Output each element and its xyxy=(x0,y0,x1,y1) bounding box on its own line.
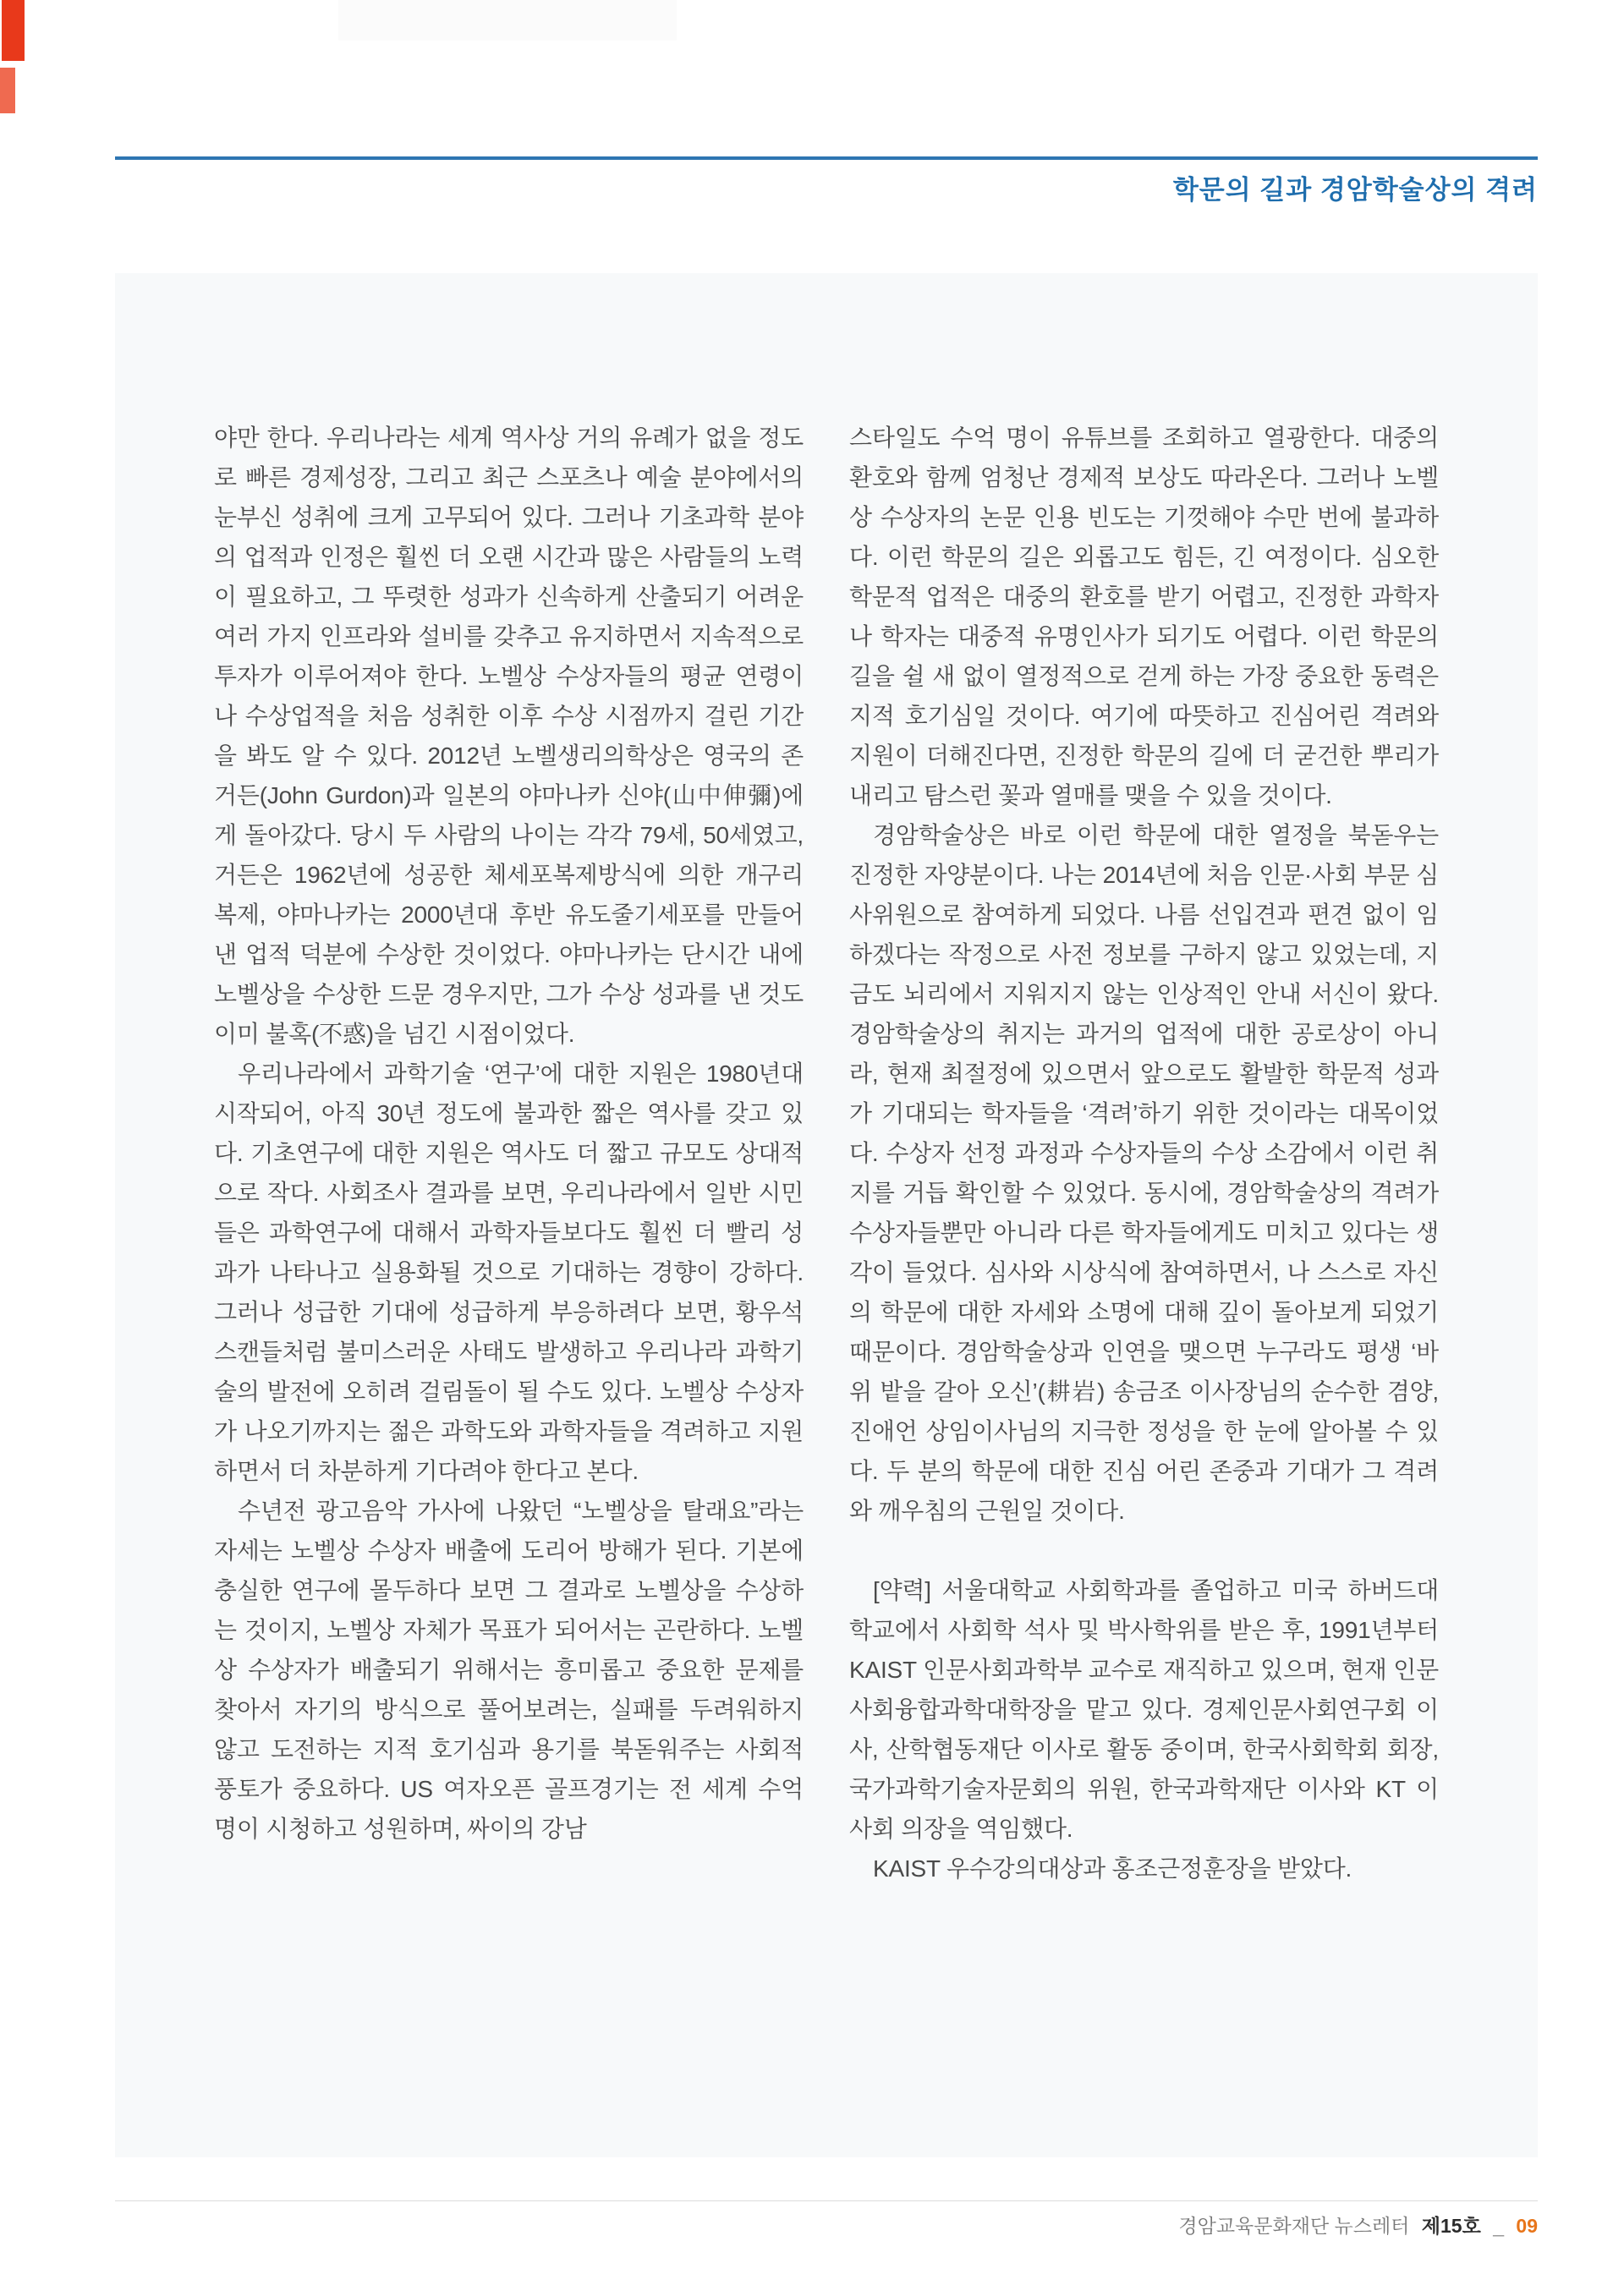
header-rule xyxy=(115,156,1538,160)
article-panel xyxy=(115,273,1538,2157)
page-title: 학문의 길과 경암학술상의 격려 xyxy=(1172,175,1538,205)
bio-paragraph: [약력] 서울대학교 사회학과를 졸업하고 미국 하버드대학교에서 사회학 석사 및 박사학위를 받은 후, 1991년부터 KAIST 인문사회과학부 교수로 재직하고 있으며, 현재 인문사회융합과학대학장을 맡고 있다. 경제인문사회연구회 이사, 산학협동재단 이사로 활동 중이며, 한국사회학회 회장, 국가과학기술자문회의 위원, 한국과학재단 이사와 KT 이사회 의장을 역임했다. xyxy=(849,1577,1439,1842)
paragraph: 우리나라에서 과학기술 ‘연구’에 대한 지원은 1980년대 시작되어, 아직 30년 정도에 불과한 짧은 역사를 갖고 있다. 기초연구에 대한 지원은 역사도 더 짧고 규모도 상대적으로 작다. 사회조사 결과를 보면, 우리나라에서 일반 시민들은 과학연구에 대해서 과학자들보다도 훨씬 더 빨리 성과가 나타나고 실용화될 것으로 기대하는 경향이 강하다. 그러나 성급한 기대에 성급하게 부응하려다 보면, 황우석 스캔들처럼 불미스러운 사태도 발생하고 우리나라 과학기술의 발전에 오히려 걸림돌이 될 수도 있다. 노벨상 수상자가 나오기까지는 젊은 과학도와 과학자들을 격려하고 지원하면서 더 차분하게 기다려야 한다고 본다. xyxy=(214,1060,804,1484)
paragraph: KAIST 우수강의대상과 홍조근정훈장을 받았다. xyxy=(873,1855,1352,1882)
edge-red-mark-bottom xyxy=(0,68,15,113)
paragraph: 경암학술상은 바로 이런 학문에 대한 열정을 북돋우는 진정한 자양분이다. 나는 2014년에 처음 인문·사회 부문 심사위원으로 참여하게 되었다. 나름 선입견과 편견 없이 임하겠다는 작정으로 사전 정보를 구하지 않고 있었는데, 지금도 뇌리에서 지워지지 않는 인상적인 안내 서신이 왔다. 경암학술상의 취지는 과거의 업적에 대한 공로상이 아니라, 현재 최절정에 있으면서 앞으로도 활발한 학문적 성과가 기대되는 학자들을 ‘격려’하기 위한 것이라는 대목이었다. 수상자 선정 과정과 수상자들의 수상 소감에서 이런 취지를 거듭 확인할 수 있었다. 동시에, 경암학술상의 격려가 수상자들뿐만 아니라 다른 학자들에게도 미치고 있다는 생각이 들었다. 심사와 시상식에 참여하면서, 나 스스로 자신의 학문에 대한 자세와 소명에 대해 깊이 돌아보게 되었기 때문이다. 경암학술상과 인연을 맺으면 누구라도 평생 ‘바위 밭을 갈아 오신’(耕岩) 송금조 이사장님의 순수한 겸양, 진애언 상임이사님의 지극한 정성을 한 눈에 알아볼 수 있다. 두 분의 학문에 대한 진심 어린 존중과 기대가 그 격려와 깨우침의 근원일 것이다. xyxy=(849,822,1439,1524)
right-column xyxy=(849,418,1439,2081)
page-footer xyxy=(115,2211,1538,2238)
left-column xyxy=(214,418,804,2081)
footer-newsletter-name: 경암교육문화재단 뉴스레터 xyxy=(1178,2215,1410,2237)
edge-red-mark-top xyxy=(2,0,25,61)
top-ghost-band xyxy=(338,0,677,41)
page-header xyxy=(115,156,1538,206)
footer-rule xyxy=(115,2200,1538,2201)
paragraph-continuation: 야만 한다. 우리나라는 세계 역사상 거의 유례가 없을 정도로 빠른 경제성장, 그리고 최근 스포츠나 예술 분야에서의 눈부신 성취에 크게 고무되어 있다. 그러나 기초과학 분야의 업적과 인정은 훨씬 더 오랜 시간과 많은 사람들의 노력이 필요하고, 그 뚜렷한 성과가 신속하게 산출되기 어려운 여러 가지 인프라와 설비를 갖추고 유지하면서 지속적으로 투자가 이루어져야 한다. 노벨상 수상자들의 평균 연령이나 수상업적을 처음 성취한 이후 수상 시점까지 걸린 기간을 봐도 알 수 있다. 2012년 노벨생리의학상은 영국의 존 거든(John Gurdon)과 일본의 야마나카 신야(山中伸彌)에게 돌아갔다. 당시 두 사람의 나이는 각각 79세, 50세였고, 거든은 1962년에 성공한 체세포복제방식에 의한 개구리 복제, 야마나카는 2000년대 후반 유도줄기세포를 만들어낸 업적 덕분에 수상한 것이었다. 야마나카는 단시간 내에 노벨상을 수상한 드문 경우지만, 그가 수상 성과를 낸 것도 이미 불혹(不惑)을 넘긴 시점이었다. xyxy=(214,425,804,1047)
two-column-layout xyxy=(214,418,1439,2081)
footer-issue-number: 제15호 xyxy=(1421,2215,1481,2237)
paragraph-continuation: 스타일도 수억 명이 유튜브를 조회하고 열광한다. 대중의 환호와 함께 엄청난 경제적 보상도 따라온다. 그러나 노벨상 수상자의 논문 인용 빈도는 기껏해야 수만 번에 불과하다. 이런 학문의 길은 외롭고도 힘든, 긴 여정이다. 심오한 학문적 업적은 대중의 환호를 받기 어렵고, 진정한 과학자나 학자는 대중적 유명인사가 되기도 어렵다. 이런 학문의 길을 쉴 새 없이 열정적으로 걷게 하는 가장 중요한 동력은 지적 호기심일 것이다. 여기에 따뜻하고 진심어린 격려와 지원이 더해진다면, 진정한 학문의 길에 더 굳건한 뿌리가 내리고 탐스런 꽃과 열매를 맺을 수 있을 것이다. xyxy=(849,425,1439,808)
paragraph: 수년전 광고음악 가사에 나왔던 “노벨상을 탈래요”라는 자세는 노벨상 수상자 배출에 도리어 방해가 된다. 기본에 충실한 연구에 몰두하다 보면 그 결과로 노벨상을 수상하는 것이지, 노벨상 자체가 목표가 되어서는 곤란하다. 노벨상 수상자가 배출되기 위해서는 흥미롭고 중요한 문제를 찾아서 자기의 방식으로 풀어보려는, 실패를 두려워하지 않고 도전하는 지적 호기심과 용기를 북돋워주는 사회적 풍토가 중요하다. US 여자오픈 골프경기는 전 세계 수억 명이 시청하고 성원하며, 싸이의 강남 xyxy=(214,1498,804,1842)
footer-page-number: 09 xyxy=(1516,2215,1538,2237)
footer-separator: _ xyxy=(1493,2215,1505,2237)
